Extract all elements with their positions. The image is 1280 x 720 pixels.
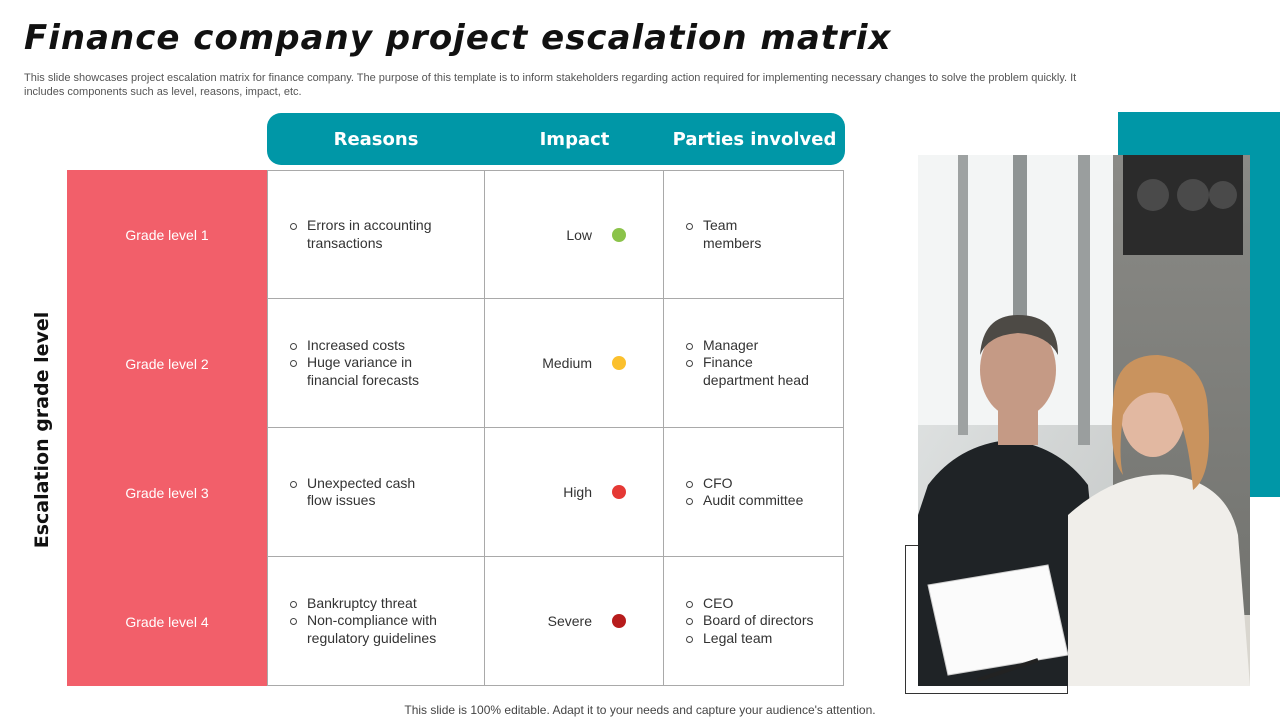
matrix-row	[67, 170, 844, 299]
impact-dot-icon	[612, 356, 626, 370]
party-item: Legal team	[684, 630, 814, 648]
reason-item: Huge variance in financial forecasts	[288, 354, 432, 389]
escalation-grade-label: Escalation grade level	[31, 311, 53, 549]
impact-dot-icon	[612, 228, 626, 242]
reason-item: Non-compliance with regulatory guidelines	[288, 612, 467, 647]
reasons-cell	[267, 299, 485, 428]
impact-cell	[485, 557, 664, 686]
reasons-cell	[267, 170, 485, 299]
matrix-header-bar	[267, 113, 845, 165]
impact-cell	[485, 428, 664, 557]
footer-note: This slide is 100% editable. Adapt it to your needs and capture your audience's attention.	[404, 703, 876, 717]
party-item: Audit committee	[684, 492, 803, 510]
party-item: Manager	[684, 337, 823, 355]
party-item: Board of directors	[684, 612, 814, 630]
grade-cell: Grade level 2	[67, 299, 267, 428]
grade-cell: Grade level 3	[67, 428, 267, 557]
header-parties: Parties involved	[672, 128, 837, 150]
impact-cell	[485, 170, 664, 299]
grade-cell: Grade level 4	[67, 557, 267, 686]
party-item: CEO	[684, 595, 814, 613]
parties-cell	[664, 299, 844, 428]
reason-item: Errors in accounting transactions	[288, 217, 467, 252]
impact-label: High	[563, 484, 592, 500]
slide-title: Finance company project escalation matrix	[24, 18, 892, 58]
reasons-cell	[267, 557, 485, 686]
grade-cell: Grade level 1	[67, 170, 267, 299]
matrix-row	[67, 428, 844, 557]
header-reasons: Reasons	[333, 128, 419, 150]
impact-label: Low	[566, 226, 592, 243]
matrix-row	[67, 557, 844, 686]
party-item: CFO	[684, 475, 803, 493]
office-meeting-photo	[918, 155, 1250, 686]
reason-item: Increased costs	[288, 337, 432, 355]
matrix-row	[67, 299, 844, 428]
reason-item: Unexpected cash flow issues	[288, 475, 432, 510]
header-impact: Impact	[539, 128, 610, 150]
impact-label: Severe	[547, 613, 592, 629]
reason-item: Bankruptcy threat	[288, 595, 467, 613]
impact-dot-icon	[612, 614, 626, 628]
parties-cell	[664, 170, 844, 299]
escalation-matrix	[67, 170, 844, 686]
party-item: Team members	[684, 217, 783, 252]
impact-dot-icon	[612, 485, 626, 499]
impact-cell	[485, 299, 664, 428]
reasons-cell	[267, 428, 485, 557]
parties-cell	[664, 557, 844, 686]
slide-subtitle: This slide showcases project escalation matrix for finance company. The purpose of this template is to inform stakeholders regarding action required for implementing necessary changes to solve the problem quickly. It includes components such as level, reasons, impact, etc.	[24, 72, 1077, 98]
parties-cell	[664, 428, 844, 557]
impact-label: Medium	[542, 355, 592, 371]
party-item: Finance department head	[684, 354, 823, 389]
